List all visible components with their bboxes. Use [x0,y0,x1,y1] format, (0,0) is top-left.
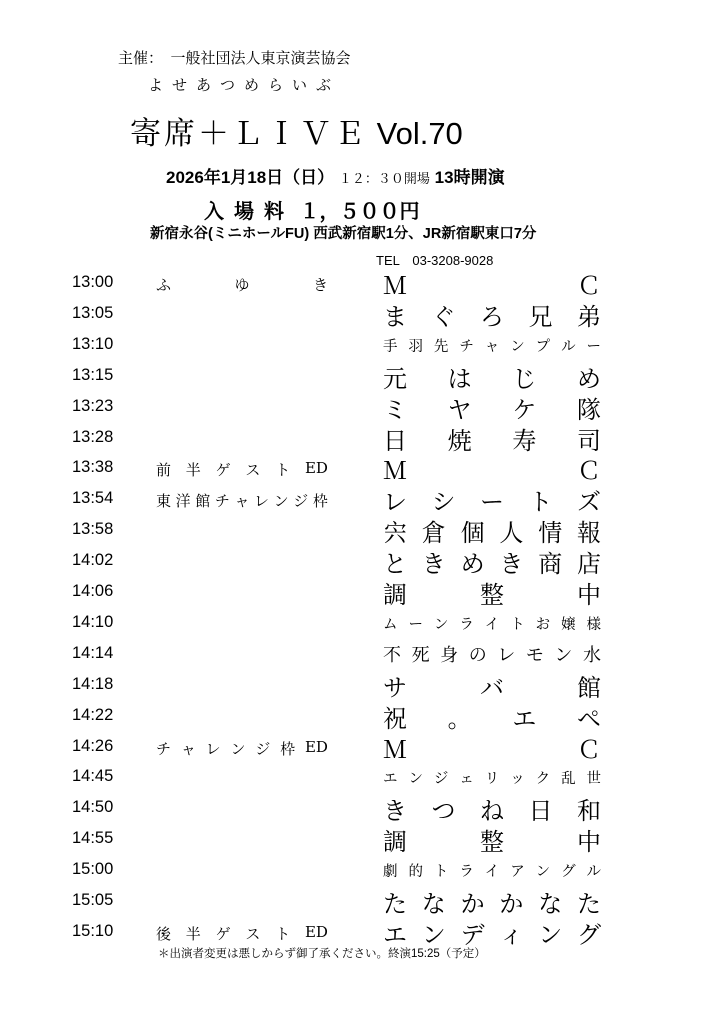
schedule-note: 後 半 ゲ ス ト ED [156,922,328,943]
date-line [166,163,505,188]
schedule-performer: ミ ヤ ケ 隊 [383,395,601,424]
schedule-performer: Ｍ Ｃ [383,272,601,300]
schedule-performer: レ シ ー ト ズ [383,488,601,517]
schedule-row [0,701,724,732]
schedule-row [0,793,724,824]
schedule-performer: た な か か な た [383,890,601,918]
schedule-performer: サ バ 館 [383,673,601,702]
schedule-time: 14:50 [72,798,114,817]
schedule-performer: 劇 的 ト ラ イ ア ン グ ル [383,864,601,881]
footer-note: ＊出演者変更は悪しからず御了承ください。終演15:25（予定） [158,948,486,960]
schedule-row [0,855,724,886]
schedule-performer: 元 は じ め [383,364,601,393]
venue-line: 新宿永谷(ミニホールFU) 西武新宿駅1分、JR新宿駅東口7分 [150,226,537,242]
schedule-performer: と き め き 商 店 [383,550,601,579]
schedule-row [0,268,724,299]
schedule-time: 13:38 [72,458,114,477]
schedule-time: 14:02 [72,551,114,570]
schedule-row [0,484,724,515]
schedule-performer: 不 死 身 の レ モ ン 水 [383,645,601,667]
schedule-performer: 宍 倉 個 人 情 報 [383,519,601,548]
schedule-time: 13:05 [72,303,114,322]
schedule-row [0,762,724,793]
schedule-row [0,732,724,763]
schedule-time: 14:22 [72,705,114,724]
schedule-performer: き つ ね 日 和 [383,797,601,826]
schedule-row [0,299,724,330]
schedule-performer: エ ン ジ ェ リ ッ ク 乱 世 [383,771,601,788]
event-title-main: 寄席＋ＬＩＶＥ [130,116,368,152]
schedule-row [0,515,724,546]
schedule-note: 東 洋 館 チ ャ レ ン ジ 枠 [156,492,328,511]
price-line [204,195,420,224]
schedule-performer: 調 整 中 [383,828,601,857]
schedule-row [0,330,724,361]
schedule-time: 14:26 [72,736,114,755]
schedule-row [0,670,724,701]
schedule-performer: 調 整 中 [383,581,601,609]
schedule-performer: ム ー ン ラ イ ト お 嬢 様 [383,616,601,633]
schedule-time: 13:28 [72,427,114,446]
schedule-performer: ま ぐ ろ 兄 弟 [383,302,601,331]
schedule-row [0,423,724,454]
schedule-time: 14:06 [72,582,114,600]
price-value: １，５００円 [299,201,420,223]
schedule-performer: 手 羽 先 チ ャ ン プ ル ー [383,338,601,355]
schedule-time: 14:55 [72,829,114,848]
schedule-performer: Ｍ Ｃ [383,457,601,486]
event-title-vol: Vol.70 [368,116,463,151]
schedule-performer: Ｍ Ｃ [383,735,601,764]
event-subtitle: よせあつめらいぶ [148,76,341,94]
start-time: 13時開演 [434,168,505,187]
schedule-row [0,392,724,423]
schedule-time: 13:15 [72,365,114,384]
schedule-row [0,639,724,670]
schedule-row [0,886,724,917]
schedule-note: 前 半 ゲ ス ト ED [156,459,328,480]
schedule-performer: 日 焼 寿 司 [383,426,601,455]
schedule-time: 14:10 [72,612,114,631]
tel-line: TEL 03-3208-9028 [376,253,494,268]
schedule-performer: エ ン デ ィ ン グ [383,920,601,949]
schedule-time: 14:14 [72,643,114,662]
schedule-time: 15:05 [72,891,114,909]
schedule-time: 15:10 [72,921,114,940]
schedule-time: 13:00 [72,273,114,291]
organizer-line: 主催： 一般社団法人東京演芸協会 [118,49,351,67]
schedule-row [0,546,724,577]
schedule-time: 13:58 [72,520,114,539]
event-date: 2026年1月18日（日） [166,168,335,187]
schedule-time: 14:45 [72,767,114,786]
schedule-note: チ ャ レ ン ジ 枠 ED [156,737,328,758]
schedule-performer: 祝 。 エ ペ [383,704,601,733]
event-title [130,108,463,153]
schedule-row [0,453,724,484]
schedule-row [0,824,724,855]
schedule-row [0,361,724,392]
schedule-time: 13:10 [72,334,114,353]
schedule-note: ふ ゆ き [156,276,328,294]
price-label: 入場料 [204,201,294,223]
schedule-row [0,577,724,608]
schedule-row [0,608,724,639]
schedule-row [0,917,724,948]
schedule-time: 13:54 [72,489,114,508]
doors-time: １２：３０開場 [338,171,430,186]
schedule-time: 13:23 [72,396,114,415]
schedule-time: 14:18 [72,674,114,693]
schedule-time: 15:00 [72,860,114,879]
